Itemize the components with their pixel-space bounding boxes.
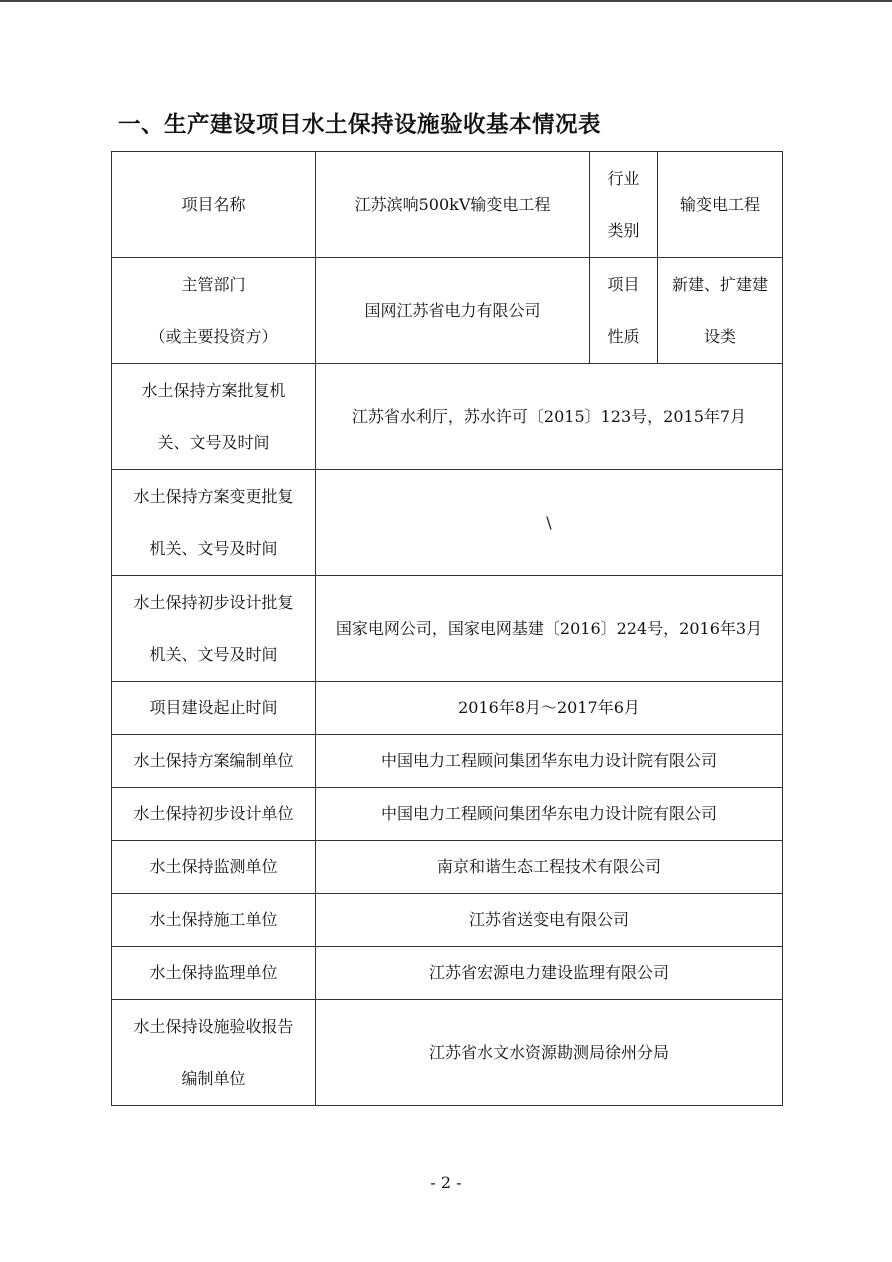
- value-industry-category: 输变电工程: [658, 152, 783, 258]
- value-construction-unit: 江苏省送变电有限公司: [316, 894, 783, 947]
- table-row-monitor-unit: [112, 841, 783, 894]
- value-plan-change: \: [316, 470, 783, 576]
- label-report-unit-line-2: 编制单位: [181, 1068, 246, 1088]
- value-project-nature: [658, 258, 783, 364]
- table-row-design-approval: [112, 576, 783, 682]
- label-project-nature: [590, 258, 658, 364]
- label-supervision-unit: 水土保持监理单位: [112, 947, 316, 1000]
- label-construction-unit: 水土保持施工单位: [112, 894, 316, 947]
- label-plan-unit: 水土保持方案编制单位: [112, 735, 316, 788]
- table-row-department: [112, 258, 783, 364]
- label-nature-line-1: 项目: [607, 274, 640, 294]
- label-plan-change-line-1: 水土保持方案变更批复: [133, 486, 294, 506]
- label-department-line-1: 主管部门: [181, 274, 246, 294]
- value-monitor-unit: 南京和谐生态工程技术有限公司: [316, 841, 783, 894]
- page-title: 一、生产建设项目水土保持设施验收基本情况表: [118, 112, 602, 138]
- page-number: - 2 -: [430, 1173, 462, 1192]
- label-design-unit: 水土保持初步设计单位: [112, 788, 316, 841]
- value-project-name: 江苏滨响500kV输变电工程: [316, 152, 590, 258]
- label-plan-change-line-2: 机关、文号及时间: [149, 538, 278, 558]
- table-row-construction-period: [112, 682, 783, 735]
- label-industry-line-1: 行业: [607, 168, 640, 188]
- label-report-unit-line-1: 水土保持设施验收报告: [133, 1016, 294, 1036]
- value-nature-line-1: 新建、扩建建: [671, 274, 768, 294]
- label-plan-approval-line-2: 关、文号及时间: [157, 432, 270, 452]
- value-department: 国网江苏省电力有限公司: [316, 258, 590, 364]
- value-plan-approval: 江苏省水利厅，苏水许可〔2015〕123号，2015年7月: [316, 364, 783, 470]
- label-design-approval-line-2: 机关、文号及时间: [149, 644, 278, 664]
- table-row-report-unit: [112, 1000, 783, 1106]
- table-row-supervision-unit: [112, 947, 783, 1000]
- label-construction-period: 项目建设起止时间: [112, 682, 316, 735]
- table-row-project-name: [112, 152, 783, 258]
- label-industry-category: [590, 152, 658, 258]
- value-nature-line-2: 设类: [703, 326, 736, 346]
- table-row-plan-unit: [112, 735, 783, 788]
- label-department-line-2: （或主要投资方）: [149, 326, 278, 346]
- table-row-construction-unit: [112, 894, 783, 947]
- table-row-design-unit: [112, 788, 783, 841]
- label-industry-line-2: 类别: [607, 220, 640, 240]
- value-supervision-unit: 江苏省宏源电力建设监理有限公司: [316, 947, 783, 1000]
- acceptance-info-table: [111, 151, 783, 1106]
- value-design-unit: 中国电力工程顾问集团华东电力设计院有限公司: [316, 788, 783, 841]
- label-design-approval-line-1: 水土保持初步设计批复: [133, 592, 294, 612]
- table-row-plan-approval: [112, 364, 783, 470]
- label-monitor-unit: 水土保持监测单位: [112, 841, 316, 894]
- value-report-unit: 江苏省水文水资源勘测局徐州分局: [316, 1000, 783, 1106]
- label-project-name: 项目名称: [112, 152, 316, 258]
- value-plan-unit: 中国电力工程顾问集团华东电力设计院有限公司: [316, 735, 783, 788]
- label-report-unit: [112, 1000, 316, 1106]
- label-nature-line-2: 性质: [607, 326, 640, 346]
- label-plan-approval: [112, 364, 316, 470]
- top-border-line: [0, 0, 892, 2]
- label-design-approval: [112, 576, 316, 682]
- label-plan-change: [112, 470, 316, 576]
- label-department: [112, 258, 316, 364]
- value-design-approval: 国家电网公司，国家电网基建〔2016〕224号，2016年3月: [316, 576, 783, 682]
- label-plan-approval-line-1: 水土保持方案批复机: [141, 380, 286, 400]
- value-construction-period: 2016年8月～2017年6月: [316, 682, 783, 735]
- table-row-plan-change: [112, 470, 783, 576]
